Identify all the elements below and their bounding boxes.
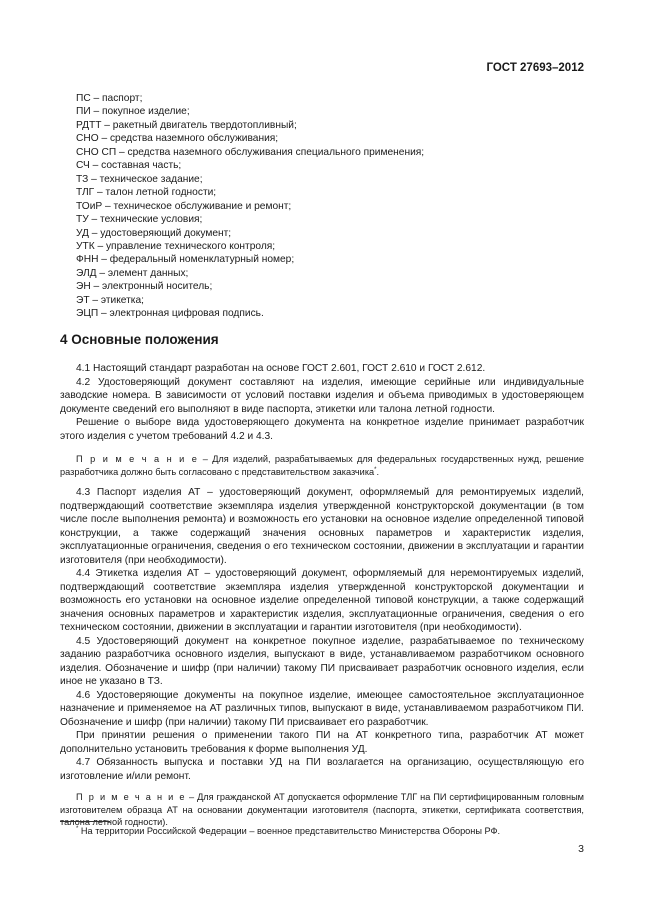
- note-text: – Для изделий, разрабатываемых для федеральных государственных нужд, решение разработчика должно быть согласовано с представительством заказчика: [60, 454, 584, 477]
- page-number: 3: [578, 843, 584, 855]
- note-label: П р и м е ч а н и е: [76, 454, 199, 464]
- list-item: ТОиР – техническое обслуживание и ремонт;: [76, 200, 292, 212]
- note-1: [60, 453, 584, 478]
- list-item: РДТТ – ракетный двигатель твердотопливный;: [76, 119, 297, 131]
- section-body: [60, 362, 584, 837]
- list-item: ТЛГ – талон летной годности;: [76, 187, 217, 199]
- list-item: ЭЛД – элемент данных;: [76, 267, 189, 279]
- note-end: .: [376, 466, 380, 477]
- footnote-divider: [60, 821, 110, 822]
- list-item: ЭН – электронный носитель;: [76, 281, 213, 293]
- note-text: – Для гражданской АТ допускается оформление ТЛГ на ПИ сертифицированным головным изготовителем образца АТ на основании документации изготовителя (паспорта, этикетки, сертификата соответствия, талона летной годности).: [60, 792, 584, 827]
- footnote-text: На территории Российской Федерации – военное представительство Министерства Обороны РФ.: [78, 826, 501, 836]
- paragraph-4-6: 4.6 Удостоверяющие документы на покупное изделие, имеющее самостоятельное эксплуатационное назначение и применяемое на АТ различных типов, выпускают в виде, устанавливаемом разработчиком ПИ. Обозначение и шифр (при наличии) такому ПИ присваивает его разработчик.: [60, 689, 584, 728]
- list-item: ЭТ – этикетка;: [76, 294, 144, 306]
- footnote-mark: *: [76, 825, 79, 832]
- list-item: ФНН – федеральный номенклатурный номер;: [76, 254, 295, 266]
- list-item: ПС – паспорт;: [76, 93, 143, 104]
- list-item: ТЗ – техническое задание;: [76, 173, 203, 185]
- paragraph-4-2: 4.2 Удостоверяющий документ составляют на изделия, имеющие серийные или индивидуальные заводские номера. В зависимости от условий поставки изделия и объема приводимых в удостоверяющем документе сведений его выполняют в виде паспорта, этикетки или талона летной годности.: [60, 376, 584, 415]
- paragraph-4-2-decision: Решение о выборе вида удостоверяющего документа на конкретное изделие принимает разработчик этого изделия с учетом требований 4.2 и 4.3.: [60, 417, 584, 442]
- paragraph-4-5: 4.5 Удостоверяющий документ на конкретное покупное изделие, разрабатываемое по техническому заданию разработчика основного изделия, выпускают в виде, устанавливаемом разработчиком основного изделия. Обозначение и шифр (при наличии) такому ПИ присваивает разработчик основного изделия, если иное не указано в ТЗ.: [60, 635, 584, 687]
- list-item: СНО СП – средства наземного обслуживания специального применения;: [76, 146, 425, 158]
- footnote: [76, 826, 500, 836]
- paragraph-4-6-decision: При принятии решения о применении такого ПИ на АТ конкретного типа, разработчик АТ может дополнительно установить требования к форме выполнения УД.: [60, 730, 584, 755]
- paragraph-4-4: 4.4 Этикетка изделия АТ – удостоверяющий документ, оформляемый для неремонтируемых изделий, подтверждающий соответствие экземпляра изделия утвержденной конструкторской документации и возможность его установки на основное изделие определенной типовой конструкции, а также содержащий значения основных параметров и характеристик изделия, эксплуатационные ограничения, сведения о его техническом состоянии, движении в эксплуатации и гарантии изготовителя (при необходимости).: [60, 568, 584, 633]
- list-item: СНО – средства наземного обслуживания;: [76, 133, 279, 145]
- list-item: ТУ – технические условия;: [76, 214, 203, 226]
- abbreviations-list: [76, 92, 424, 321]
- list-item: УТК – управление технического контроля;: [76, 240, 276, 252]
- list-item: ЭЦП – электронная цифровая подпись.: [76, 308, 264, 320]
- paragraph-4-3: 4.3 Паспорт изделия АТ – удостоверяющий документ, оформляемый для ремонтируемых изделий, подтверждающий соответствие экземпляра изделия утвержденной конструкторской документации (в том числе после выполнения ремонта) и возможность его установки на основное изделие определенной типовой конструкции, а также содержащий значения основных параметров и характеристик изделия, эксплуатационные ограничения, сведения о его техническом состоянии, движении в эксплуатации и гарантии изготовителя (при необходимости).: [60, 487, 584, 566]
- paragraph-4-1: 4.1 Настоящий стандарт разработан на основе ГОСТ 2.601, ГОСТ 2.610 и ГОСТ 2.612.: [76, 363, 486, 374]
- document-header: ГОСТ 27693–2012: [486, 62, 584, 74]
- list-item: УД – удостоверяющий документ;: [76, 227, 232, 239]
- note-2: [60, 791, 584, 829]
- section-title: 4 Основные положения: [60, 332, 219, 347]
- note-label: П р и м е ч а н и е: [76, 792, 187, 802]
- list-item: ПИ – покупное изделие;: [76, 106, 190, 118]
- footnote-ref: *: [374, 466, 377, 473]
- list-item: СЧ – составная часть;: [76, 160, 182, 172]
- paragraph-4-7: 4.7 Обязанность выпуска и поставки УД на ПИ возлагается на организацию, осуществляющую его изготовление и/или ремонт.: [60, 757, 584, 782]
